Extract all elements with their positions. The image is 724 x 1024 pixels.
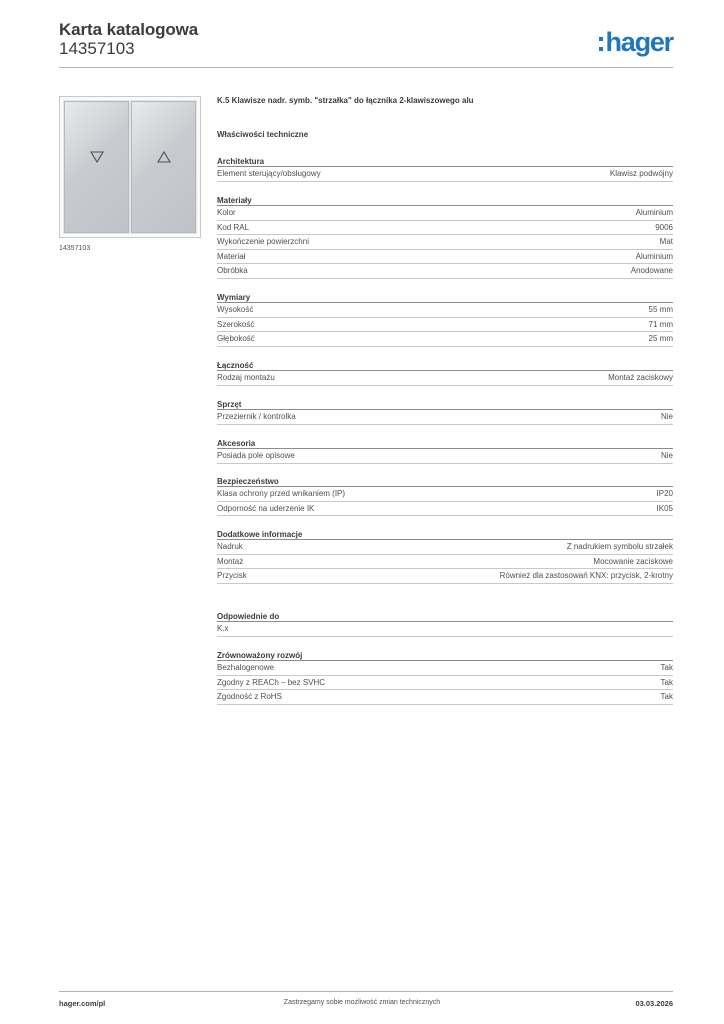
row-label: Głębokość (217, 334, 255, 343)
table-row (217, 449, 673, 464)
table-row (217, 569, 673, 584)
row-label: Odporność na uderzenie IK (217, 503, 315, 513)
row-value: Anodowane (630, 266, 673, 275)
page-header (59, 20, 673, 68)
row-label: Posiada pole opisowe (217, 451, 295, 460)
section-title: Akcesoria (217, 438, 673, 449)
section-title: Materiały (217, 195, 673, 206)
arrow-down-triangle-icon (90, 151, 104, 163)
table-row (217, 676, 673, 691)
table-row (217, 221, 673, 236)
row-value: Aluminium (635, 251, 673, 261)
row-label: Zgodność z RoHS (217, 692, 282, 701)
row-value: Nie (660, 412, 673, 421)
row-label: Klasa ochrony przed wnikaniem (IP) (217, 489, 346, 498)
table-row (217, 332, 673, 347)
table-row (217, 167, 673, 182)
section-lacznosc (217, 360, 673, 386)
row-label: Kod RAL (217, 222, 250, 232)
row-label: Nadruk (217, 542, 243, 551)
table-row (217, 250, 673, 265)
section-title: Architektura (217, 156, 673, 167)
section-sprzet (217, 399, 673, 425)
hager-logo[interactable] (599, 28, 673, 56)
product-title: K.5 Klawisze nadr. symb. "strzałka" do łącznika 2-klawiszowego alu (217, 96, 474, 105)
table-row (217, 487, 673, 502)
section-odpowiednie-do (217, 611, 673, 637)
row-value: Tak (660, 677, 673, 687)
table-row (217, 622, 673, 637)
properties-heading: Właściwości techniczne (217, 130, 309, 139)
table-row (217, 661, 673, 676)
row-value: Tak (660, 663, 673, 672)
row-label: K.x (217, 624, 229, 633)
row-label: Przycisk (217, 571, 247, 580)
footer-website-link[interactable]: hager.com/pl (59, 999, 106, 1008)
table-row (217, 235, 673, 250)
table-row (217, 264, 673, 279)
row-label: Materiał (217, 251, 246, 261)
row-value: 71 mm (648, 319, 673, 329)
row-label: Montaż (217, 556, 244, 566)
section-title: Bezpieczeństwo (217, 476, 673, 487)
row-label: Wysokość (217, 305, 254, 314)
row-label: Kolor (217, 208, 236, 217)
section-akcesoria (217, 438, 673, 464)
footer-notice: Zastrzegamy sobie możliwość zmian technicznych (283, 999, 441, 1006)
arrow-up-triangle-icon (157, 151, 171, 163)
row-label: Szerokość (217, 319, 255, 329)
section-title: Zrównoważony rozwój (217, 650, 673, 661)
logo-text: hager (605, 27, 673, 57)
document-number: 14357103 (59, 39, 135, 58)
row-value: Z nadrukiem symbolu strzałek (566, 542, 673, 551)
section-title: Łączność (217, 360, 673, 371)
table-row (217, 555, 673, 570)
row-value: Montaż zaciskowy (608, 373, 673, 382)
product-image-surface (63, 100, 197, 234)
row-label: Przeziernik / kontrolka (217, 412, 296, 421)
footer-date: 03.03.2026 (635, 999, 673, 1008)
row-value: Nie (660, 451, 673, 460)
row-value: IP20 (656, 489, 673, 498)
row-value: 9006 (655, 222, 673, 232)
row-label: Element sterujący/obsługowy (217, 169, 321, 178)
row-value: IK05 (656, 503, 673, 513)
row-value: Mat (659, 237, 673, 246)
section-bezpieczenstwo (217, 476, 673, 516)
row-value: Klawisz podwójny (609, 169, 673, 178)
table-row (217, 303, 673, 318)
section-architektura (217, 156, 673, 182)
section-zrownowazony-rozwoj (217, 650, 673, 705)
row-value: Tak (660, 692, 673, 701)
table-row (217, 690, 673, 705)
header-divider (59, 67, 673, 68)
row-label: Obróbka (217, 266, 248, 275)
row-value: Również dla zastosowań KNX: przycisk, 2-krotny (499, 571, 673, 580)
image-caption: 14357103 (59, 245, 91, 252)
row-value: 25 mm (648, 334, 673, 343)
rocker-left (64, 101, 129, 233)
section-title: Sprzęt (217, 399, 673, 410)
product-image (59, 96, 201, 238)
row-label: Zgodny z REACh – bez SVHC (217, 677, 326, 687)
table-row (217, 371, 673, 386)
row-value: 55 mm (648, 305, 673, 314)
row-label: Bezhalogenowe (217, 663, 274, 672)
section-title: Wymiary (217, 292, 673, 303)
section-title: Odpowiednie do (217, 611, 673, 622)
row-label: Wykończenie powierzchni (217, 237, 309, 246)
logo-dots-icon (599, 37, 603, 51)
table-row (217, 206, 673, 221)
table-row (217, 410, 673, 425)
document-title: Karta katalogowa (59, 20, 199, 39)
row-label: Rodzaj montażu (217, 373, 275, 382)
table-row (217, 318, 673, 333)
section-title: Dodatkowe informacje (217, 529, 673, 540)
section-wymiary (217, 292, 673, 347)
section-materialy (217, 195, 673, 279)
table-row (217, 502, 673, 517)
section-dodatkowe-informacje (217, 529, 673, 584)
row-value: Mocowanie zaciskowe (593, 556, 673, 566)
footer-divider (59, 991, 673, 992)
row-value: Aluminium (635, 208, 673, 217)
table-row (217, 540, 673, 555)
rocker-right (131, 101, 196, 233)
